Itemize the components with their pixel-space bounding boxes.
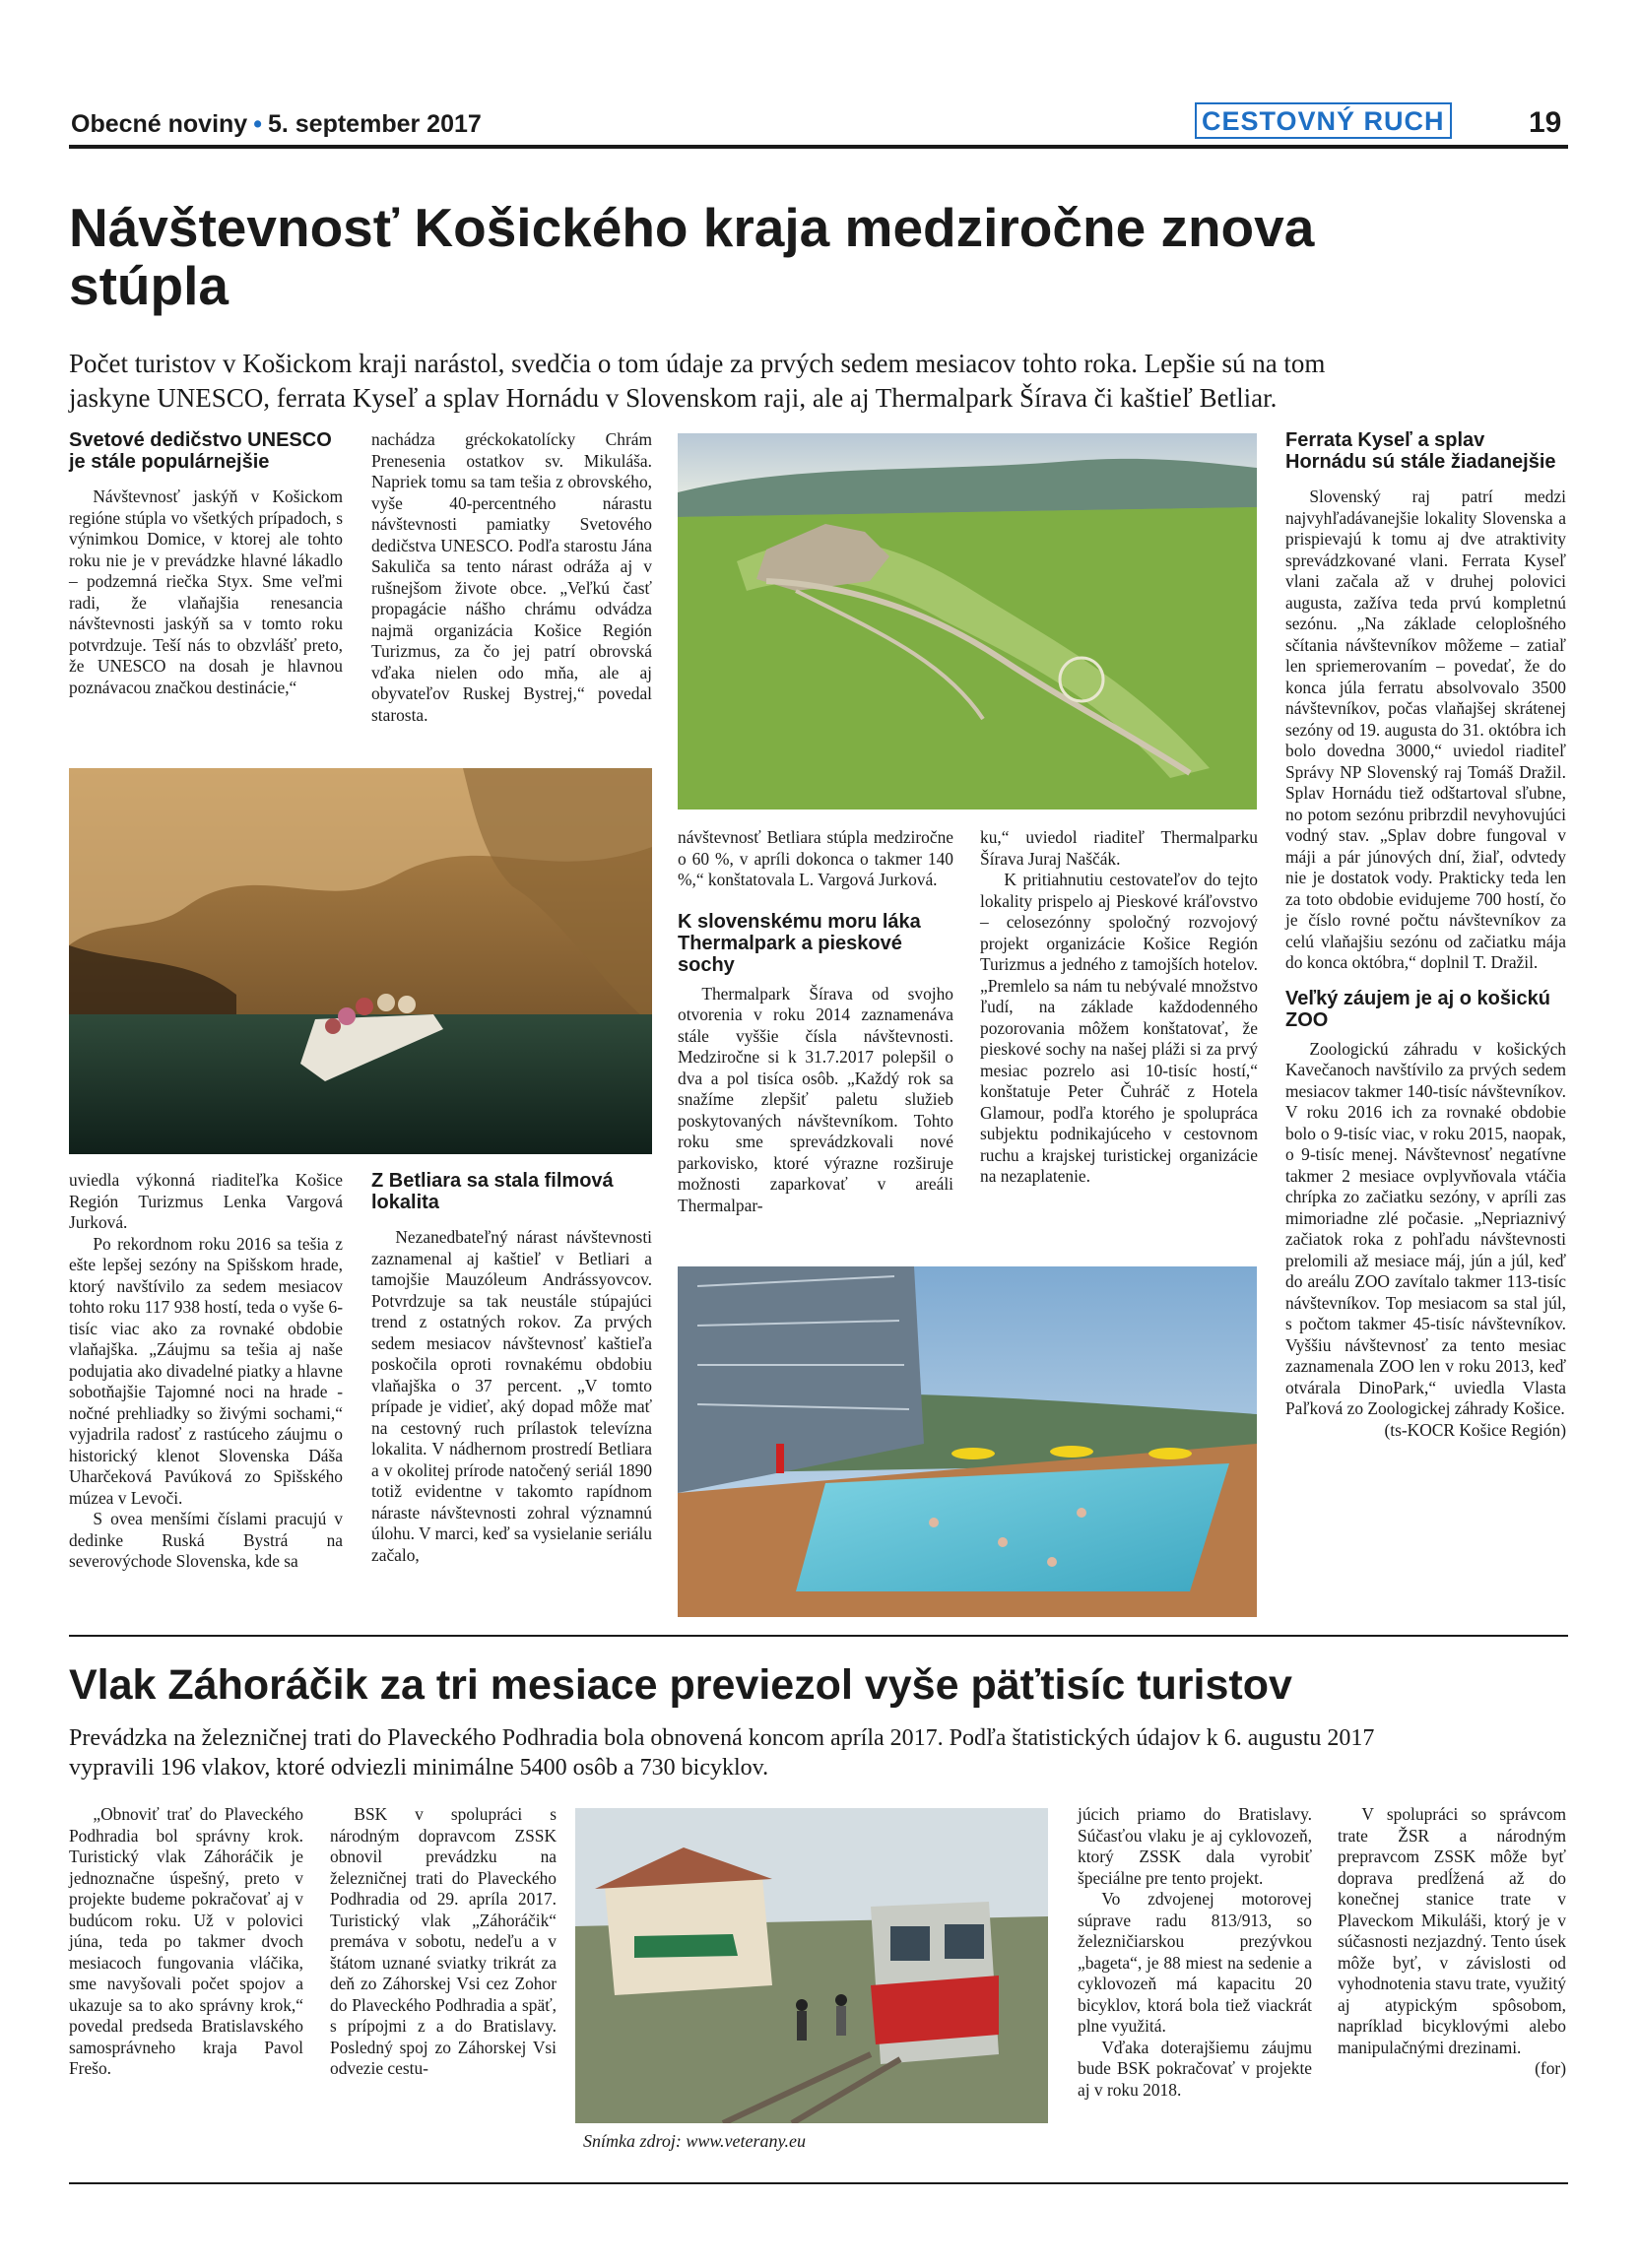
paragraph: Návštevnosť jaskýň v Košickom regióne stúpla vo všetkých prípadoch, s výnimkou Domice, v ktorej ale tohto roku nie je v prevádzke hlavné lákadlo – podzemná riečka Styx. Sme veľmi radi, že vlaňajšia renesancia návštevnosti jaskýň sa v tomto roku potvrdzuje. Teší nás to obzvlášť preto, že UNESCO na dosah je hlavnou poznávacou značkou destinácie,“: [69, 486, 343, 697]
paragraph: júcich priamo do Bratislavy. Súčasťou vlaku je aj cyklovozeň, ktorý ZSSK dala vyrobiť špeciálne pre tento projekt.: [1078, 1804, 1312, 1888]
subheading: Svetové dedičstvo UNESCO je stále populárnejšie: [69, 429, 332, 473]
separator-dot: •: [253, 110, 262, 138]
article-signature: (for): [1535, 2058, 1566, 2078]
cave-photo-graphic: [69, 768, 652, 1154]
article2-col1: [69, 1804, 303, 2080]
article2-col4: [1338, 1804, 1566, 2080]
article1-col2-top: [371, 429, 652, 726]
paragraph: Po rekordnom roku 2016 sa tešia z ešte lepšej sezóny na Spišskom hrade, ktorý navštívilo za sedem mesiacov tohto roku 117 938 hostí, teda o vyše 6-tisíc viac ako za rovnaké obdobie vlaňajška. „Záujmu sa tešia aj naše podujatia ako divadelné piatky a hlavne sobotňajšie Tajomné noci na hrade - nočné prehliadky so živými sochami,“ vyjadrila radosť z rastúceho záujmu o historický klenot Slovenska Dáša Uharčeková Pavúková zo Spišského múzea v Levoči.: [69, 1233, 343, 1508]
footer-rule: [69, 2182, 1568, 2184]
lead-line: Prevádzka na železničnej trati do Plaveckého Podhradia bola obnovená koncom apríla 2017. Podľa štatistických údajov k 6. augustu 2017: [69, 1725, 1375, 1751]
article2-col2: [330, 1804, 557, 2080]
train-photo: [575, 1808, 1048, 2123]
issue-date: 5. september 2017: [267, 110, 482, 138]
paragraph: Vo zdvojenej motorovej súprave radu 813/913, so železničiarskou prezývkou „bageta“, je 88 miest na sedenie a cyklovozeň má kapacitu 20 bicyklov, ktorá bola tiež viackrát plne využitá.: [1078, 1889, 1312, 2036]
article1-col5: [1285, 429, 1566, 1441]
cave-boat-photo: [69, 768, 652, 1154]
lead-line: Počet turistov v Košickom kraji narástol, svedčia o tom údaje za prvých sedem mesiacov tohto roka. Lepšie sú na tom: [69, 349, 1326, 378]
paragraph: Slovenský raj patrí medzi najvyhľadávanejšie lokality Slovenska a prispievajú k tomu aj dve atraktivity sprevádzkované vlani. Ferrata Kyseľ vlani začala až v druhej polovici augusta, zažíva teda prvú kompletnú sezónu. „Na základe celoplošného sčítania návštevníkov môžeme – zatiaľ len spriemerovaním – povedať, že do konca júla ferratu absolvovalo 3500 návštevníkov, počas vlaňajšej skrátenej sezóny od 19. augusta do 31. októbra ich bolo dovedna 3000,“ uviedol riaditeľ Správy NP Slovenský raj Tomáš Dražil. Splav Hornádu tiež odštartoval sľubne, no potom sezónu pribrzdil nevyhovujúci vodný stav. „Splav dobre fungoval v máji a pár júnových dní, žiaľ, odvtedy nie je dostatok vody. Prakticky teda len za toto obdobie evidujeme 700 hostí, čo je číslo rovné počtu návštevníkov za celú vlaňajšiu sezónu od začiatku mája do konca októbra,“ doplnil T. Dražil.: [1285, 486, 1566, 972]
thermalpark-pool-photo: [678, 1266, 1257, 1617]
pool-photo-graphic: [678, 1266, 1257, 1617]
castle-photo-graphic: [678, 433, 1257, 810]
subheading: Ferrata Kyseľ a splav Hornádu sú stále žiadanejšie: [1285, 429, 1556, 473]
lead-line: jaskyne UNESCO, ferrata Kyseľ a splav Hornádu v Slovenskom raji, ale aj Thermalpark Šírava či kaštieľ Betliar.: [69, 383, 1278, 413]
subheading: Veľký záujem je aj o košickú ZOO: [1285, 987, 1550, 1031]
paragraph: Thermalpark Šírava od svojho otvorenia v roku 2014 zaznamenáva stále vyššie čísla návštevnosti. Medziročne si k 31.7.2017 polepšil o dva a pol tisíca osôb. „Každý rok sa snažíme zlepšiť paletu služieb poskytovaných návštevníkom. Tohto roku sme sprevádzkovali nové parkovisko, ktoré výrazne rozširuje možnosti zaparkovať v areáli Thermalpar-: [678, 983, 953, 1215]
publication-name: Obecné noviny: [71, 110, 248, 138]
page-number: 19: [1529, 106, 1562, 139]
article1-col3: [678, 827, 953, 1216]
section-tag: CESTOVNÝ RUCH: [1195, 102, 1452, 139]
paragraph: uviedla výkonná riaditeľka Košice Región Turizmus Lenka Vargová Jurková.: [69, 1170, 343, 1232]
subheading: K slovenskému moru láka Thermalpark a pieskové sochy: [678, 910, 921, 976]
paragraph: ku,“ uviedol riaditeľ Thermalparku Šírava Juraj Naščák.: [980, 827, 1258, 869]
subheading: Z Betliara sa stala filmová lokalita: [371, 1170, 614, 1213]
article2-lead: [69, 1723, 1571, 1782]
spis-castle-photo: [678, 433, 1257, 810]
article1-col4: [980, 827, 1258, 1188]
paragraph: BSK v spolupráci s národným dopravcom ZSSK obnovil prevádzku na železničnej trati do Plaveckého Podhradia od 29. apríla 2017. Turistický vlak „Záhoráčik“ premáva v sobotu, nedeľu a v štátom uznané sviatky trikrát za deň zo Záhorskej Vsi cez Zohor do Plaveckého Podhradia a späť, s prípojmi z a do Bratislavy. Posledný spoj zo Záhorskej Vsi odvezie cestu-: [330, 1804, 557, 2078]
article1-col1-top: [69, 429, 343, 698]
article1-col2-bottom: [371, 1170, 652, 1566]
paragraph: K pritiahnutiu cestovateľov do tejto lokality prispelo aj Pieskové kráľovstvo – celosezónny spoločný rozvojový projekt organizácie Košice Región Turizmus a jedného z tamojších hotelov. „Premlelo sa nám tu nebývalé množstvo ľudí, na základe každodenného pozorovania môžem konštatovať, že pieskové sochy na našej pláži si za prvý mesiac pozrelo asi 10-tisíc hostí,“ konštatuje Peter Čuhráč z Hotela Glamour, podľa ktorého je spolupráca subjektu podnikajúceho v cestovnom ruchu a krajskej turistickej organizácie na nezaplatenie.: [980, 870, 1258, 1186]
paragraph: Nezanedbateľný nárast návštevnosti zaznamenal aj kaštieľ v Betliari a tamojšie Mauzóleum Andrássyovcov. Potvrdzuje sa tak neustále stúpajúci trend z ostatných rokov. Za prvých sedem mesiacov návštevnosť kaštieľa poskočila oproti rovnakému obdobiu vlaňajška o 37 percent. „V tomto prípade je vidieť, aký dopad môže mať na cestovný ruch prílastok televízna lokalita. V nádhernom prostredí Betliara a v okolitej prírode natočený seriál 1890 totiž evidentne v takomto rapídnom náraste návštevnosti zohral významnú úlohu. V marci, keď sa vysielanie seriálu začalo,: [371, 1227, 652, 1565]
article2-title: Vlak Záhoráčik za tri mesiace previezol vyše päťtisíc turistov: [69, 1661, 1292, 1709]
title-line: stúpla: [69, 255, 229, 317]
article1-lead: [69, 347, 1571, 416]
paragraph: návštevnosť Betliara stúpla medziročne o 60 %, v apríli dokonca o takmer 140 %,“ konštatovala L. Vargová Jurková.: [678, 827, 953, 889]
article-divider: [69, 1635, 1568, 1637]
paragraph: S ovea menšími číslami pracujú v dedinke Ruská Bystrá na severovýchode Slovenska, kde sa: [69, 1509, 343, 1571]
photo-caption: Snímka zdroj: www.veterany.eu: [583, 2131, 806, 2151]
title-line: Návštevnosť Košického kraja medziročne znova: [69, 197, 1315, 258]
paragraph: V spolupráci so správcom trate ŽSR a národným prepravcom ZSSK môže byť doprava predĺžená až do konečnej stanice trate v Plaveckom Mikuláši, ktorý je v súčasnosti nezjazdný. Tento úsek môže byť, v závislosti od vyhodnotenia stavu trate, využitý aj atypickým spôsobom, napríklad bicyklovými alebo manipulačnými drezinami.: [1338, 1804, 1566, 2057]
masthead: [71, 110, 482, 139]
article2-col3: [1078, 1804, 1312, 2101]
train-photo-graphic: [575, 1808, 1048, 2123]
paragraph: Zoologickú záhradu v košických Kavečanoch navštívilo za prvých sedem mesiacov takmer 140-tisíc návštevníkov. V roku 2016 ich za rovnaké obdobie bolo o 9-tisíc viac, v roku 2015, naopak, o 9-tisíc menej. Návštevnosť negatívne takmer 2 mesiace ovplyvňovala vtáčia chrípka zo začiatku sezóny, v apríli zas mimoriadne zlé počasie. „Nepriaznivý začiatok roka z pohľadu návštevnosti prelomili až mesiace máj, jún a júl, keď do areálu ZOO zavítalo takmer 113-tisíc návštevníkov. Top mesiacom sa stal júl, s počtom takmer 45-tisíc návštevníkov. Vyššiu návštevnosť za tento mesiac zaznamenala ZOO len v roku 2013, keď otvárala DinoPark,“ uviedla Vlasta Paľková zo Zoologickej záhrady Košice.: [1285, 1038, 1566, 1418]
paragraph: Vďaka doterajšiemu záujmu bude BSK pokračovať v projekte aj v roku 2018.: [1078, 2037, 1312, 2100]
paragraph: nachádza gréckokatolícky Chrám Prenesenia ostatkov sv. Mikuláša. Napriek tomu sa tam tešia z obrovského, vyše 40-percentného nárastu návštevnosti pamiatky Svetového dedičstva UNESCO. Podľa starostu Jána Sakuliča sa tento nárast odráža aj v rušnejšom živote obce. „Veľkú časť propagácie nášho chrámu odvádza najmä organizácia Košice Región Turizmus, za čo jej patrí obrovská vďaka nielen odo mňa, ale aj obyvateľov Ruskej Bystrej,“ povedal starosta.: [371, 429, 652, 725]
article1-col1-bottom: [69, 1170, 343, 1573]
article-signature: (ts-KOCR Košice Región): [1384, 1419, 1566, 1440]
paragraph: „Obnoviť trať do Plaveckého Podhradia bol správny krok. Turistický vlak Záhoráčik je jednoznačne úspešný, preto v projekte budeme pokračovať aj v budúcom roku. Už v polovici júna, teda po takmer dvoch mesiacoch fungovania vláčika, sme navyšovali počet spojov a ukazuje sa to ako správny krok,“ povedal predseda Bratislavského samosprávneho kraja Pavol Frešo.: [69, 1804, 303, 2078]
lead-line: vypravili 196 vlakov, ktoré odviezli minimálne 5400 osôb a 730 bicyklov.: [69, 1755, 769, 1781]
header-rule: [69, 145, 1568, 149]
article1-title: [69, 199, 1314, 316]
